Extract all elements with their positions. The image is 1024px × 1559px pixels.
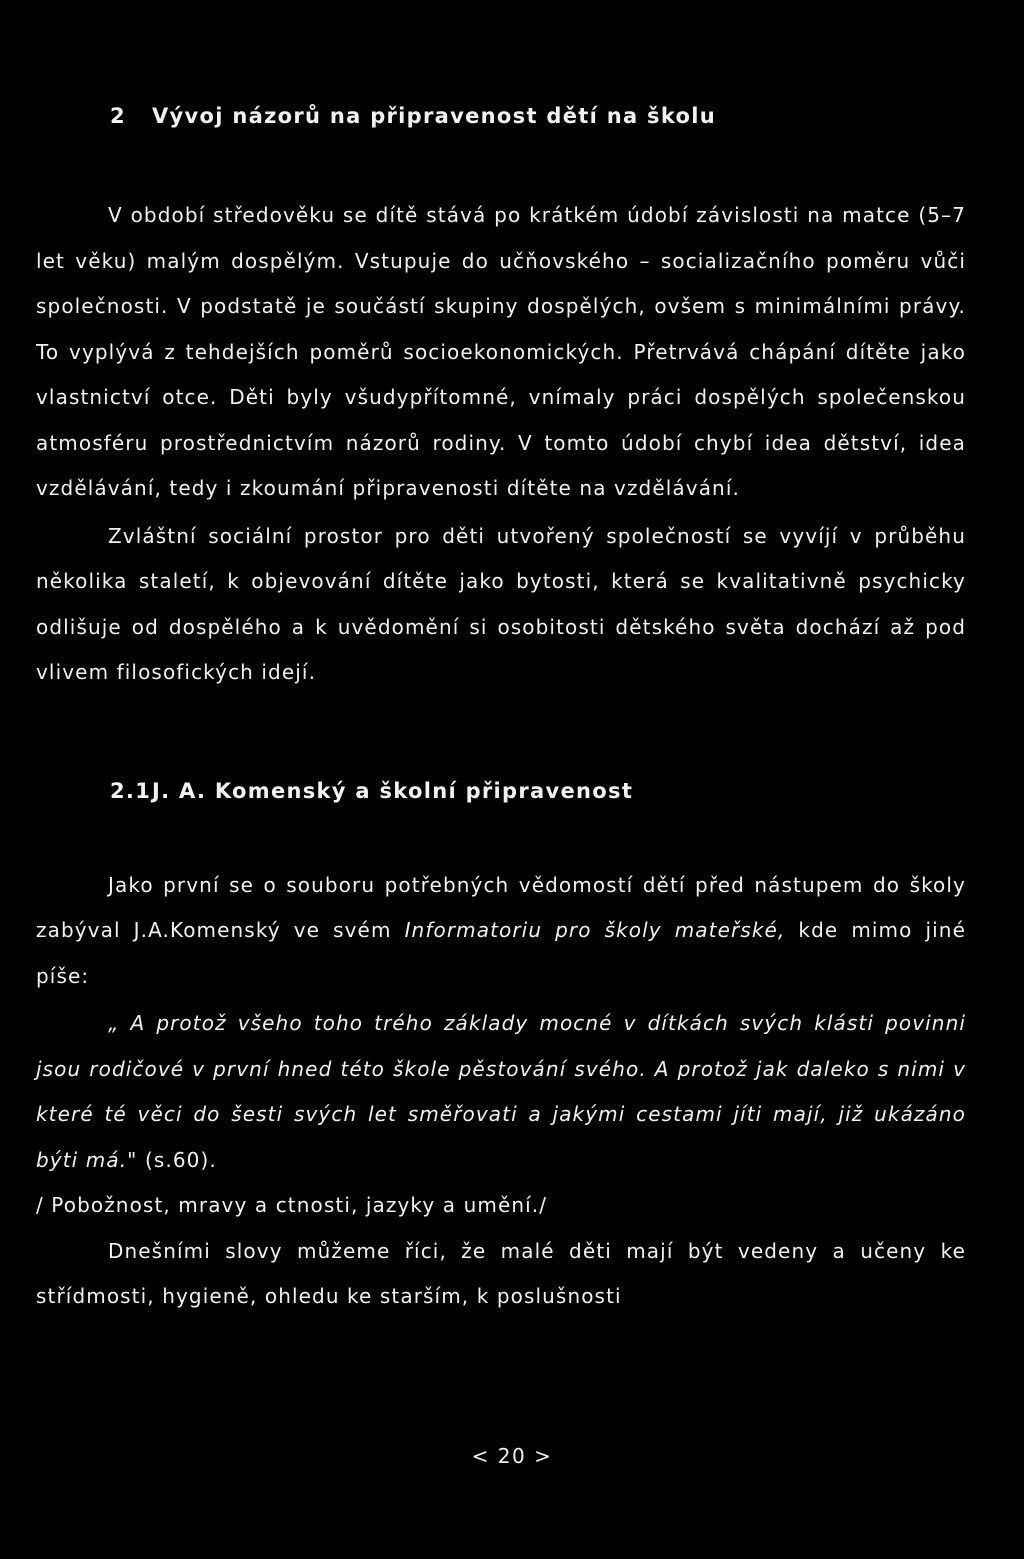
page-number: < 20 >: [471, 1444, 553, 1468]
section-number: 2: [110, 104, 126, 128]
subsection-heading: [110, 771, 966, 811]
paragraph-continuation: Dnešními slovy můžeme říci, že malé děti mají být vedeny a učeny ke střídmosti, hygieně, ohledu ke starším, k poslušnosti: [36, 1238, 966, 1308]
section-heading: [110, 96, 966, 136]
paragraph-middle-ages: V období středověku se dítě stává po krátkém údobí závislosti na matce (5–7 let věku) malým dospělým. Vstupuje do učňovského – socializačního poměru vůči společnosti. V podstatě je součástí skupiny dospělých, ovšem s minimálními právy. To vyplývá z tehdejších poměrů socioekonomických. Přetrvává chápání dítěte jako vlastnictví otce. Děti byly všudypřítomné, vnímaly práci dospělých společenskou atmosféru prostřednictvím názorů rodiny. V tomto údobí chybí idea dětství, idea vzdělávání, tedy i zkoumání připravenosti dítěte na vzdělávání.: [36, 203, 966, 500]
subsection-title: J. A. Komenský a školní připravenost: [152, 778, 634, 803]
paragraph-komensky-intro: [36, 863, 966, 1000]
intro-end-text: kde mimo jiné píše:: [36, 918, 966, 988]
intro-text: Jako první se o souboru potřebných vědomostí dětí před nástupem do školy zabýval J.A.Komenský ve svém: [36, 872, 966, 942]
subsection-number: 2.1: [110, 778, 152, 803]
topics-line: / Pobožnost, mravy a ctnosti, jazyky a umění./: [36, 1193, 548, 1217]
quotation: [36, 1001, 966, 1183]
quote-citation: (s.60).: [144, 1147, 217, 1172]
paragraph-social-space: Zvláštní sociální prostor pro děti utvořený společností se vyvíjí v průběhu několika staletí, k objevování dítěte jako bytosti, která se kvalitativně psychicky odlišuje od dospělého a k uvědomění si osobitosti dětského světa dochází až pod vlivem filosofických idejí.: [36, 523, 966, 684]
work-title: Informatoriu pro školy mateřské,: [404, 918, 786, 942]
quote-text: „ A protož všeho toho trého základy mocné v dítkách svých klásti povinni jsou rodičové v první hned této škole pěstování svého. A protož jak daleko s nimi v které té věci do šesti svých let směřovati a jakými cestami jíti mají, již ukázáno býti má.": [36, 1011, 966, 1172]
section-title: Vývoj názorů na připravenost dětí na školu: [152, 104, 717, 128]
